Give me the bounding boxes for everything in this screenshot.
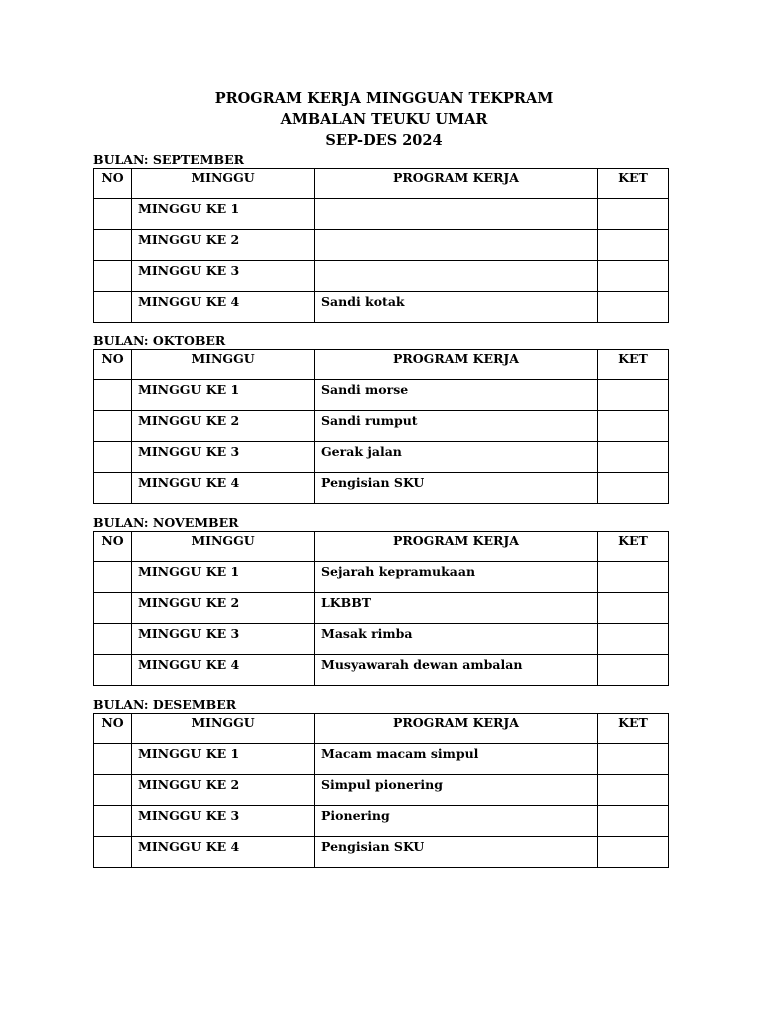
cell-minggu: MINGGU KE 4	[132, 292, 315, 323]
table-row	[94, 744, 669, 775]
month-label: BULAN: SEPTEMBER	[93, 152, 245, 167]
table-row	[94, 806, 669, 837]
title-line-1: PROGRAM KERJA MINGGUAN TEKPRAM	[214, 90, 554, 107]
cell-ket	[598, 562, 669, 593]
cell-program: Sejarah kepramukaan	[315, 562, 598, 593]
cell-no	[94, 655, 132, 686]
cell-minggu: MINGGU KE 2	[132, 775, 315, 806]
cell-no	[94, 593, 132, 624]
table-header-row	[94, 350, 669, 380]
cell-no	[94, 624, 132, 655]
cell-minggu: MINGGU KE 3	[132, 806, 315, 837]
cell-no	[94, 473, 132, 504]
cell-no	[94, 292, 132, 323]
cell-program: LKBBT	[315, 593, 598, 624]
cell-program: Pionering	[315, 806, 598, 837]
table-row	[94, 411, 669, 442]
column-header-no: NO	[94, 169, 132, 199]
column-header-minggu: MINGGU	[132, 532, 315, 562]
column-header-program: PROGRAM KERJA	[315, 532, 598, 562]
cell-ket	[598, 744, 669, 775]
cell-no	[94, 230, 132, 261]
column-header-minggu: MINGGU	[132, 350, 315, 380]
column-header-ket: KET	[598, 350, 669, 380]
column-header-no: NO	[94, 714, 132, 744]
cell-minggu: MINGGU KE 1	[132, 562, 315, 593]
cell-program: Musyawarah dewan ambalan	[315, 655, 598, 686]
cell-program	[315, 230, 598, 261]
schedule-table	[93, 349, 669, 504]
table-row	[94, 199, 669, 230]
column-header-minggu: MINGGU	[132, 169, 315, 199]
cell-no	[94, 775, 132, 806]
cell-program	[315, 199, 598, 230]
column-header-no: NO	[94, 350, 132, 380]
cell-program: Sandi kotak	[315, 292, 598, 323]
column-header-ket: KET	[598, 169, 669, 199]
cell-ket	[598, 473, 669, 504]
cell-no	[94, 744, 132, 775]
column-header-program: PROGRAM KERJA	[315, 169, 598, 199]
table-row	[94, 837, 669, 868]
column-header-no: NO	[94, 532, 132, 562]
schedule-table	[93, 713, 669, 868]
table-row	[94, 230, 669, 261]
month-section-september	[93, 152, 668, 323]
cell-program: Gerak jalan	[315, 442, 598, 473]
column-header-ket: KET	[598, 714, 669, 744]
column-header-ket: KET	[598, 532, 669, 562]
cell-no	[94, 806, 132, 837]
cell-ket	[598, 230, 669, 261]
table-row	[94, 775, 669, 806]
cell-minggu: MINGGU KE 3	[132, 261, 315, 292]
table-header-row	[94, 169, 669, 199]
cell-ket	[598, 261, 669, 292]
cell-minggu: MINGGU KE 1	[132, 744, 315, 775]
table-row	[94, 292, 669, 323]
table-row	[94, 593, 669, 624]
cell-minggu: MINGGU KE 2	[132, 230, 315, 261]
cell-minggu: MINGGU KE 1	[132, 199, 315, 230]
cell-ket	[598, 806, 669, 837]
cell-no	[94, 442, 132, 473]
table-row	[94, 624, 669, 655]
cell-ket	[598, 624, 669, 655]
column-header-program: PROGRAM KERJA	[315, 350, 598, 380]
cell-minggu: MINGGU KE 4	[132, 655, 315, 686]
schedule-table	[93, 531, 669, 686]
month-label: BULAN: DESEMBER	[93, 697, 237, 712]
cell-no	[94, 380, 132, 411]
table-row	[94, 655, 669, 686]
cell-ket	[598, 837, 669, 868]
cell-ket	[598, 292, 669, 323]
cell-ket	[598, 655, 669, 686]
table-row	[94, 442, 669, 473]
title-line-2: AMBALAN TEUKU UMAR	[280, 111, 488, 128]
cell-program: Masak rimba	[315, 624, 598, 655]
schedule-table	[93, 168, 669, 323]
month-section-oktober	[93, 333, 668, 504]
title-line-3: SEP-DES 2024	[325, 132, 443, 149]
cell-minggu: MINGGU KE 4	[132, 837, 315, 868]
cell-minggu: MINGGU KE 2	[132, 593, 315, 624]
cell-program: Macam macam simpul	[315, 744, 598, 775]
cell-ket	[598, 593, 669, 624]
month-section-november	[93, 515, 668, 686]
table-row	[94, 261, 669, 292]
month-label: BULAN: OKTOBER	[93, 333, 226, 348]
cell-program: Sandi morse	[315, 380, 598, 411]
table-row	[94, 473, 669, 504]
month-section-desember	[93, 697, 668, 868]
cell-no	[94, 411, 132, 442]
document-title	[0, 88, 768, 151]
table-header-row	[94, 532, 669, 562]
cell-no	[94, 562, 132, 593]
cell-minggu: MINGGU KE 3	[132, 442, 315, 473]
cell-ket	[598, 442, 669, 473]
cell-program: Simpul pionering	[315, 775, 598, 806]
cell-ket	[598, 380, 669, 411]
cell-ket	[598, 199, 669, 230]
month-label: BULAN: NOVEMBER	[93, 515, 239, 530]
column-header-minggu: MINGGU	[132, 714, 315, 744]
table-row	[94, 380, 669, 411]
cell-no	[94, 199, 132, 230]
table-header-row	[94, 714, 669, 744]
cell-ket	[598, 775, 669, 806]
column-header-program: PROGRAM KERJA	[315, 714, 598, 744]
cell-program: Pengisian SKU	[315, 837, 598, 868]
table-row	[94, 562, 669, 593]
cell-minggu: MINGGU KE 4	[132, 473, 315, 504]
cell-program	[315, 261, 598, 292]
cell-program: Sandi rumput	[315, 411, 598, 442]
cell-no	[94, 837, 132, 868]
cell-minggu: MINGGU KE 1	[132, 380, 315, 411]
cell-minggu: MINGGU KE 3	[132, 624, 315, 655]
cell-program: Pengisian SKU	[315, 473, 598, 504]
cell-no	[94, 261, 132, 292]
cell-minggu: MINGGU KE 2	[132, 411, 315, 442]
cell-ket	[598, 411, 669, 442]
